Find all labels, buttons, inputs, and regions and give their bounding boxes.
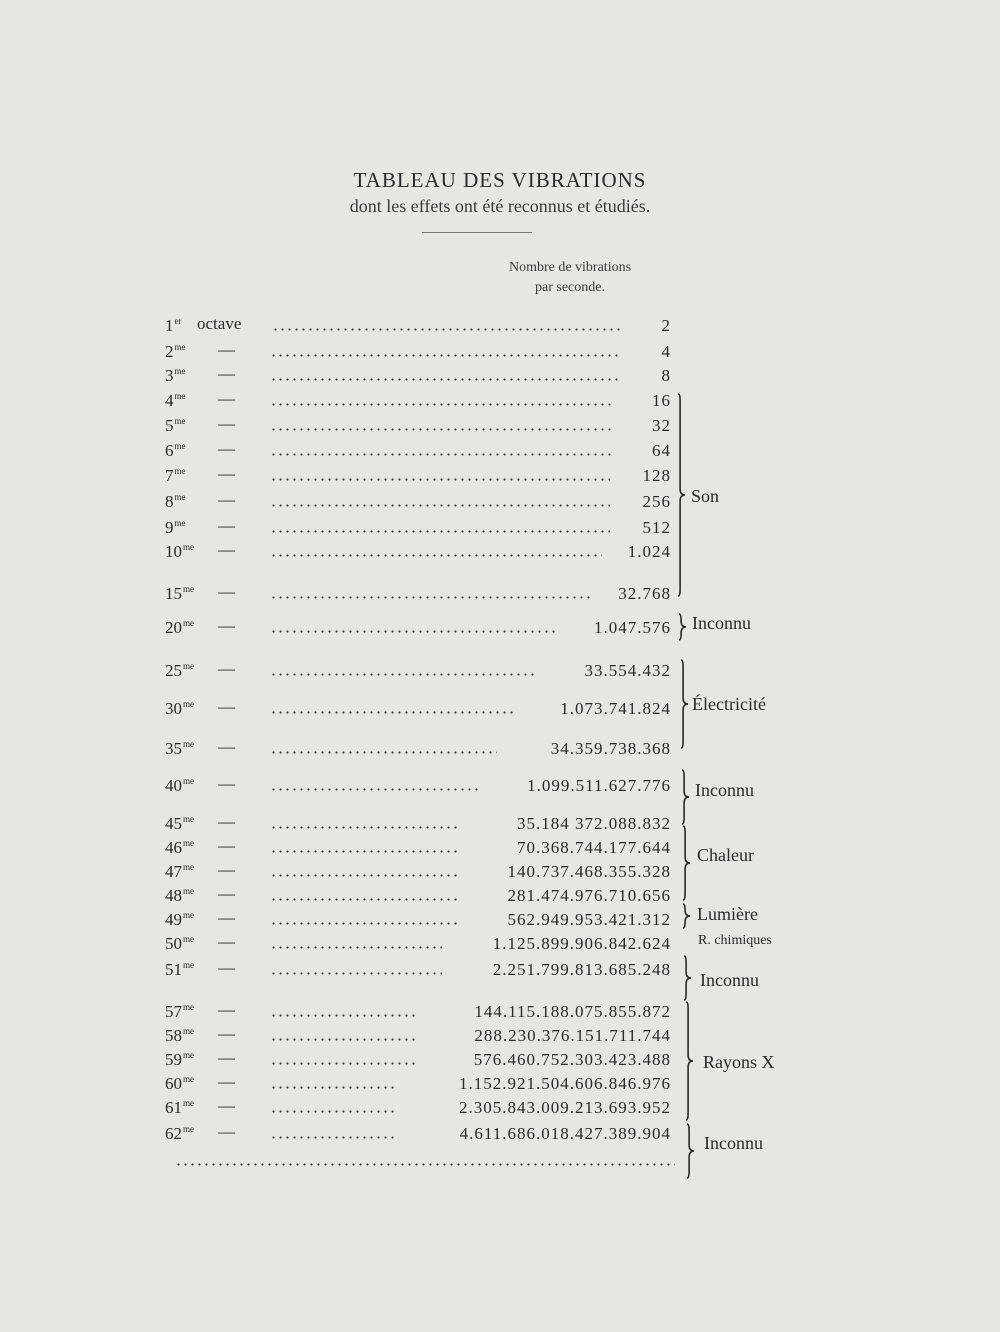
ditto-dash: — <box>218 697 235 716</box>
vibration-count: 2.305.843.009.213.693.952 <box>459 1098 671 1117</box>
vibration-count: 256 <box>642 492 671 511</box>
vibration-count: 288.230.376.151.711.744 <box>474 1026 671 1045</box>
octave-number: 10 <box>165 542 182 561</box>
ordinal-suffix: me <box>183 542 194 553</box>
brace-inconnu-2 <box>682 770 689 824</box>
vibration-count: 512 <box>642 518 671 537</box>
octave-number: 60 <box>165 1074 182 1093</box>
ordinal-suffix: me <box>183 862 194 873</box>
vibration-count: 1.047.576 <box>594 618 671 637</box>
group-label-inconnu-2: Inconnu <box>695 780 754 800</box>
ordinal-suffix: er <box>174 316 182 327</box>
octave-number: 46 <box>165 838 182 857</box>
ditto-dash: — <box>218 884 235 903</box>
group-label-electricite: Électricité <box>692 694 766 714</box>
octave-number: 3 <box>165 366 174 385</box>
group-label-inconnu-1: Inconnu <box>692 613 751 633</box>
octave-number: 49 <box>165 910 182 929</box>
brace-rayons-x <box>686 1002 693 1120</box>
ditto-dash: — <box>218 389 235 408</box>
octave-number: 9 <box>165 518 174 537</box>
ditto-dash: — <box>218 616 235 635</box>
ditto-dash: — <box>218 516 235 535</box>
ordinal-suffix: me <box>183 1050 194 1061</box>
ditto-dash: — <box>218 659 235 678</box>
octave-number: 30 <box>165 699 182 718</box>
ordinal-suffix: me <box>183 960 194 971</box>
vibration-count: 281.474.976.710.656 <box>507 886 671 905</box>
ordinal-suffix: me <box>183 618 194 629</box>
brace-inconnu-3 <box>684 956 691 1000</box>
vibration-count: 32.768 <box>618 584 671 603</box>
octave-number: 61 <box>165 1098 182 1117</box>
vibration-count: 1.024 <box>627 542 671 561</box>
octave-number: 2 <box>165 342 174 361</box>
octave-number: 5 <box>165 416 174 435</box>
octave-number: 40 <box>165 776 182 795</box>
vibration-count: 34.359.738.368 <box>550 739 671 758</box>
ditto-dash: — <box>218 774 235 793</box>
page-title: TABLEAU DES VIBRATIONS <box>353 168 647 192</box>
octave-number: 48 <box>165 886 182 905</box>
brace-lumiere <box>683 904 690 928</box>
ordinal-suffix: me <box>183 1124 194 1135</box>
ordinal-suffix: me <box>174 492 186 503</box>
ordinal-suffix: me <box>174 391 186 402</box>
ordinal-suffix: me <box>183 1002 194 1013</box>
group-label-lumiere: Lumière <box>697 904 758 924</box>
octave-number: 58 <box>165 1026 182 1045</box>
ditto-dash: — <box>218 540 235 559</box>
ditto-dash: — <box>218 414 235 433</box>
ordinal-suffix: me <box>183 584 194 595</box>
ditto-dash: — <box>218 340 235 359</box>
ordinal-suffix: me <box>183 739 194 750</box>
octave-number: 57 <box>165 1002 182 1021</box>
ordinal-suffix: me <box>183 699 194 710</box>
octave-number: 8 <box>165 492 174 511</box>
ditto-dash: — <box>218 1072 235 1091</box>
group-label-rayons-x: Rayons X <box>703 1052 775 1072</box>
group-label-son: Son <box>691 486 720 506</box>
ordinal-suffix: me <box>174 441 186 452</box>
ordinal-suffix: me <box>174 342 186 353</box>
vibration-count: 2 <box>661 316 671 335</box>
brace-inconnu-4 <box>687 1124 694 1178</box>
ordinal-suffix: me <box>183 1026 194 1037</box>
ordinal-suffix: me <box>174 518 186 529</box>
vibration-count: 1.125.899.906.842.624 <box>492 934 671 953</box>
vibration-count: 562.949.953.421.312 <box>507 910 671 929</box>
octave-number: 20 <box>165 618 182 637</box>
octave-number: 35 <box>165 739 182 758</box>
octave-number: 51 <box>165 960 182 979</box>
vibration-count: 64 <box>652 441 671 460</box>
vibration-count: 33.554.432 <box>584 661 671 680</box>
vibration-count: 4.611.686.018.427.389.904 <box>459 1124 671 1143</box>
octave-number: 45 <box>165 814 182 833</box>
ordinal-suffix: me <box>174 416 186 427</box>
vibration-count: 128 <box>642 466 671 485</box>
ordinal-suffix: me <box>183 838 194 849</box>
ordinal-suffix: me <box>183 910 194 921</box>
column-header-line2: par seconde. <box>535 280 605 295</box>
vibration-count: 70.368.744.177.644 <box>517 838 671 857</box>
vibration-count: 35.184 372.088.832 <box>517 814 671 833</box>
brace-inconnu-1 <box>679 614 686 640</box>
octave-number: 25 <box>165 661 182 680</box>
octave-number: 47 <box>165 862 182 881</box>
ditto-dash: — <box>218 464 235 483</box>
ditto-dash: — <box>218 364 235 383</box>
octave-number: 1 <box>165 316 174 335</box>
ordinal-suffix: me <box>183 1098 194 1109</box>
vibration-count: 32 <box>652 416 671 435</box>
ditto-dash: — <box>218 1024 235 1043</box>
brace-chaleur <box>683 826 690 900</box>
vibration-count: 576.460.752.303.423.488 <box>473 1050 671 1069</box>
ditto-dash: — <box>218 582 235 601</box>
page-subtitle: dont les effets ont été reconnus et étudiés. <box>349 196 651 216</box>
octave-number: 59 <box>165 1050 182 1069</box>
group-label-rayons-chimiques: R. chimiques <box>698 933 772 948</box>
ordinal-suffix: me <box>183 1074 194 1085</box>
ditto-dash: — <box>218 1000 235 1019</box>
ditto-dash: — <box>218 490 235 509</box>
group-label-inconnu-3: Inconnu <box>700 970 759 990</box>
group-label-inconnu-4: Inconnu <box>704 1133 763 1153</box>
ordinal-suffix: me <box>174 366 186 377</box>
octave-number: 62 <box>165 1124 182 1143</box>
column-header-line1: Nombre de vibrations <box>508 260 632 275</box>
octave-number: 7 <box>165 466 174 485</box>
ditto-dash: — <box>218 836 235 855</box>
octave-number: 15 <box>165 584 182 603</box>
octave-number: 6 <box>165 441 174 460</box>
vibration-count: 16 <box>652 391 671 410</box>
octave-number: 50 <box>165 934 182 953</box>
ditto-dash: — <box>218 812 235 831</box>
vibration-count: 8 <box>661 366 671 385</box>
vibration-count: 144.115.188.075.855.872 <box>474 1002 671 1021</box>
ordinal-suffix: me <box>183 661 194 672</box>
brace-son <box>678 394 685 596</box>
ditto-dash: — <box>218 1096 235 1115</box>
ordinal-suffix: me <box>183 886 194 897</box>
ditto-dash: — <box>218 1122 235 1141</box>
ditto-dash: — <box>218 958 235 977</box>
group-label-chaleur: Chaleur <box>697 845 754 865</box>
vibration-count: 140.737.468.355.328 <box>507 862 671 881</box>
vibration-count: 1.152.921.504.606.846.976 <box>459 1074 671 1093</box>
vibration-count: 1.073.741.824 <box>560 699 671 718</box>
octave-number: 4 <box>165 391 174 410</box>
ordinal-suffix: me <box>183 934 194 945</box>
ordinal-suffix: me <box>174 466 186 477</box>
ditto-dash: — <box>218 737 235 756</box>
ditto-dash: — <box>218 439 235 458</box>
vibration-count: 4 <box>661 342 671 361</box>
vibration-count: 1.099.511.627.776 <box>527 776 671 795</box>
ditto-dash: — <box>218 932 235 951</box>
vibration-count: 2.251.799.813.685.248 <box>492 960 671 979</box>
ditto-dash: — <box>218 1048 235 1067</box>
octave-word: octave <box>197 314 242 333</box>
ordinal-suffix: me <box>183 814 194 825</box>
brace-electricite <box>681 660 688 748</box>
ditto-dash: — <box>218 908 235 927</box>
ditto-dash: — <box>218 860 235 879</box>
ordinal-suffix: me <box>183 776 194 787</box>
